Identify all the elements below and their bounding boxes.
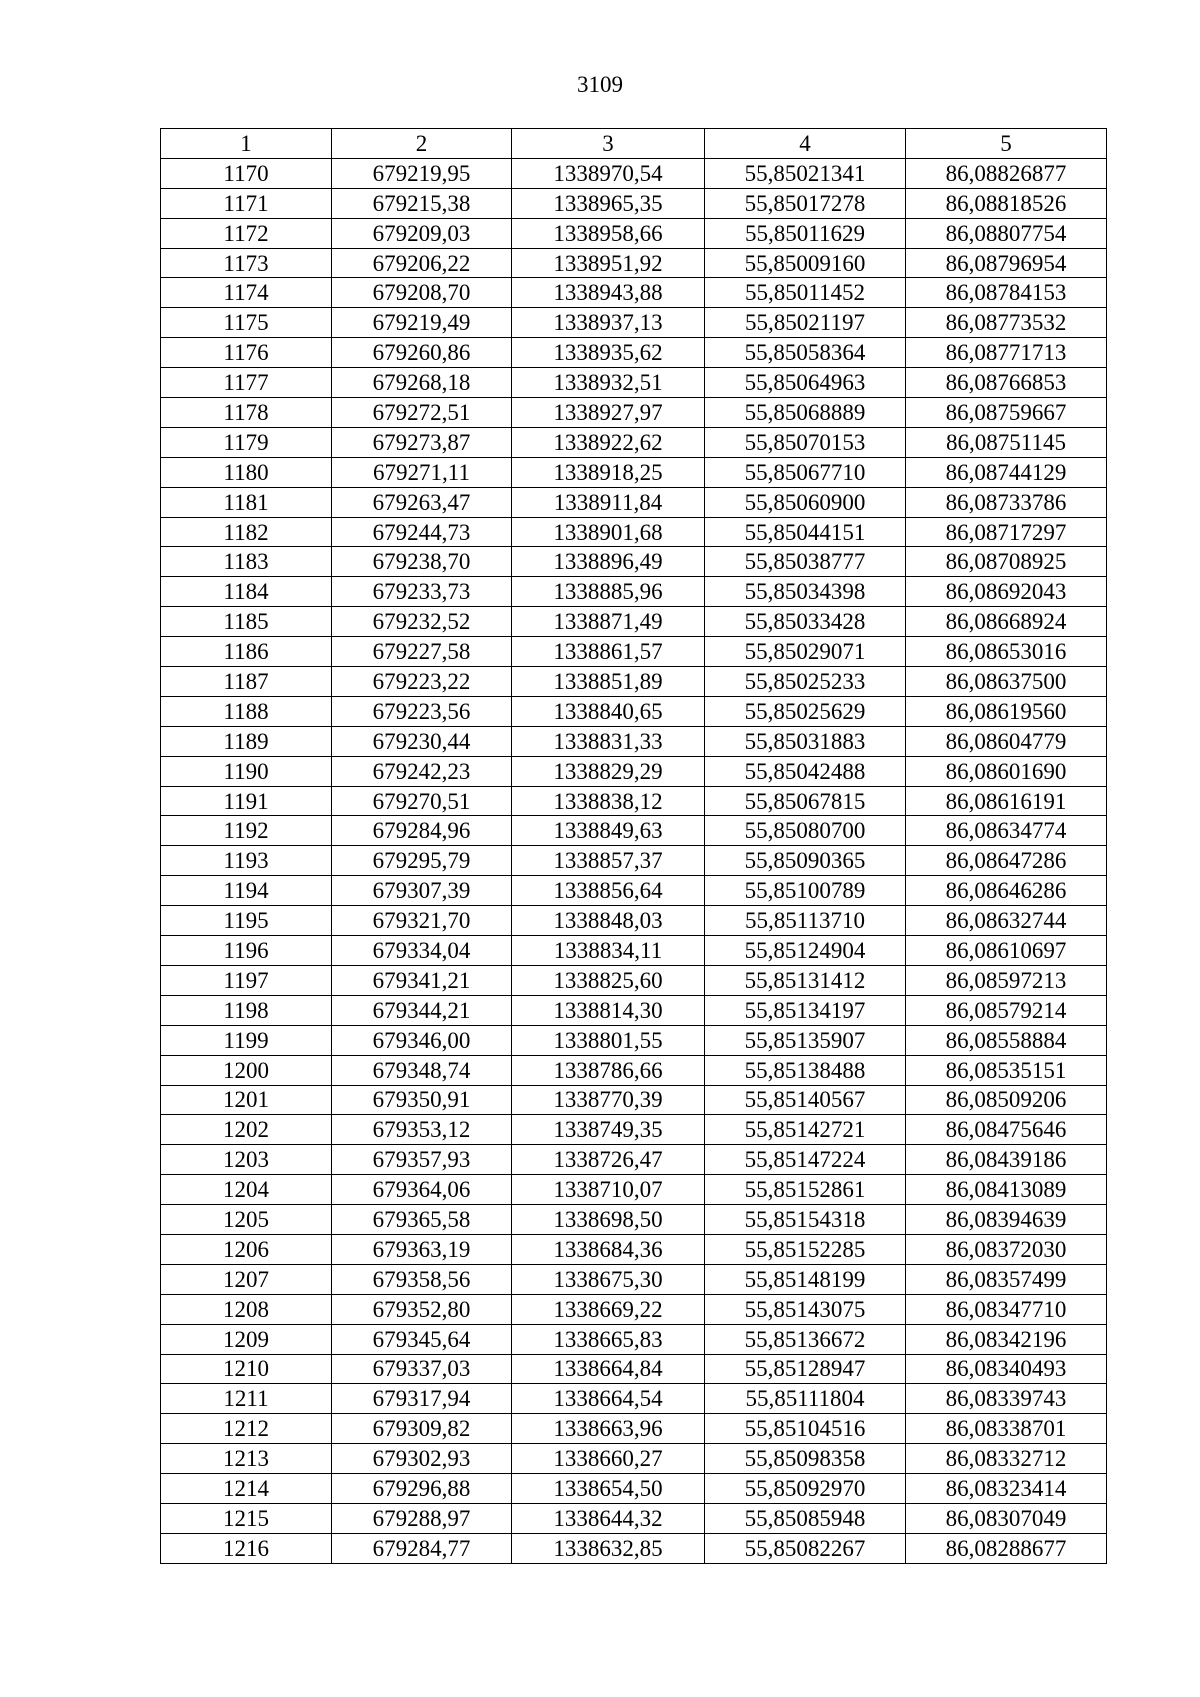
x-coordinate-cell: 679209,03 <box>332 218 512 248</box>
longitude-cell: 86,08759667 <box>906 398 1107 428</box>
x-coordinate-cell: 679363,19 <box>332 1234 512 1264</box>
latitude-cell: 55,85136672 <box>705 1324 906 1354</box>
latitude-cell: 55,85134197 <box>705 995 906 1025</box>
latitude-cell: 55,85025629 <box>705 696 906 726</box>
x-coordinate-cell: 679288,97 <box>332 1503 512 1533</box>
latitude-cell: 55,85148199 <box>705 1264 906 1294</box>
longitude-cell: 86,08323414 <box>906 1474 1107 1504</box>
x-coordinate-cell: 679227,58 <box>332 637 512 667</box>
longitude-cell: 86,08616191 <box>906 786 1107 816</box>
y-coordinate-cell: 1338831,33 <box>512 726 705 756</box>
x-coordinate-cell: 679238,70 <box>332 547 512 577</box>
longitude-cell: 86,08708925 <box>906 547 1107 577</box>
latitude-cell: 55,85029071 <box>705 637 906 667</box>
latitude-cell: 55,85104516 <box>705 1414 906 1444</box>
latitude-cell: 55,85031883 <box>705 726 906 756</box>
table-row <box>161 218 1107 248</box>
point-number-cell: 1211 <box>161 1384 332 1414</box>
table-row <box>161 1115 1107 1145</box>
y-coordinate-cell: 1338911,84 <box>512 487 705 517</box>
longitude-cell: 86,08653016 <box>906 637 1107 667</box>
longitude-cell: 86,08773532 <box>906 308 1107 338</box>
table-row <box>161 906 1107 936</box>
table-row <box>161 547 1107 577</box>
latitude-cell: 55,85140567 <box>705 1085 906 1115</box>
table-header-row <box>161 129 1107 159</box>
table-row <box>161 786 1107 816</box>
point-number-cell: 1203 <box>161 1145 332 1175</box>
table-row <box>161 1175 1107 1205</box>
y-coordinate-cell: 1338838,12 <box>512 786 705 816</box>
column-header-4: 4 <box>705 129 906 159</box>
point-number-cell: 1212 <box>161 1414 332 1444</box>
longitude-cell: 86,08601690 <box>906 756 1107 786</box>
longitude-cell: 86,08826877 <box>906 158 1107 188</box>
table-row <box>161 1444 1107 1474</box>
longitude-cell: 86,08288677 <box>906 1533 1107 1563</box>
longitude-cell: 86,08766853 <box>906 368 1107 398</box>
point-number-cell: 1199 <box>161 1025 332 1055</box>
longitude-cell: 86,08733786 <box>906 487 1107 517</box>
x-coordinate-cell: 679321,70 <box>332 906 512 936</box>
latitude-cell: 55,85038777 <box>705 547 906 577</box>
latitude-cell: 55,85090365 <box>705 846 906 876</box>
x-coordinate-cell: 679223,22 <box>332 667 512 697</box>
x-coordinate-cell: 679263,47 <box>332 487 512 517</box>
point-number-cell: 1182 <box>161 517 332 547</box>
x-coordinate-cell: 679219,95 <box>332 158 512 188</box>
y-coordinate-cell: 1338684,36 <box>512 1234 705 1264</box>
table-row <box>161 188 1107 218</box>
x-coordinate-cell: 679284,96 <box>332 816 512 846</box>
latitude-cell: 55,85042488 <box>705 756 906 786</box>
x-coordinate-cell: 679344,21 <box>332 995 512 1025</box>
y-coordinate-cell: 1338896,49 <box>512 547 705 577</box>
table-row <box>161 517 1107 547</box>
table-row <box>161 1384 1107 1414</box>
longitude-cell: 86,08597213 <box>906 965 1107 995</box>
table-row <box>161 1294 1107 1324</box>
table-row <box>161 876 1107 906</box>
point-number-cell: 1202 <box>161 1115 332 1145</box>
table-row <box>161 487 1107 517</box>
table-row <box>161 965 1107 995</box>
point-number-cell: 1174 <box>161 278 332 308</box>
table-row <box>161 1234 1107 1264</box>
y-coordinate-cell: 1338710,07 <box>512 1175 705 1205</box>
table-row <box>161 726 1107 756</box>
y-coordinate-cell: 1338840,65 <box>512 696 705 726</box>
latitude-cell: 55,85135907 <box>705 1025 906 1055</box>
latitude-cell: 55,85034398 <box>705 577 906 607</box>
y-coordinate-cell: 1338654,50 <box>512 1474 705 1504</box>
table-row <box>161 816 1107 846</box>
point-number-cell: 1185 <box>161 607 332 637</box>
y-coordinate-cell: 1338970,54 <box>512 158 705 188</box>
x-coordinate-cell: 679244,73 <box>332 517 512 547</box>
table-row <box>161 1145 1107 1175</box>
latitude-cell: 55,85111804 <box>705 1384 906 1414</box>
table-row <box>161 248 1107 278</box>
point-number-cell: 1208 <box>161 1294 332 1324</box>
y-coordinate-cell: 1338664,54 <box>512 1384 705 1414</box>
x-coordinate-cell: 679345,64 <box>332 1324 512 1354</box>
x-coordinate-cell: 679357,93 <box>332 1145 512 1175</box>
x-coordinate-cell: 679206,22 <box>332 248 512 278</box>
y-coordinate-cell: 1338786,66 <box>512 1055 705 1085</box>
coordinates-table <box>160 128 1107 1564</box>
y-coordinate-cell: 1338665,83 <box>512 1324 705 1354</box>
point-number-cell: 1184 <box>161 577 332 607</box>
y-coordinate-cell: 1338848,03 <box>512 906 705 936</box>
point-number-cell: 1215 <box>161 1503 332 1533</box>
column-header-2: 2 <box>332 129 512 159</box>
latitude-cell: 55,85085948 <box>705 1503 906 1533</box>
y-coordinate-cell: 1338965,35 <box>512 188 705 218</box>
y-coordinate-cell: 1338861,57 <box>512 637 705 667</box>
x-coordinate-cell: 679365,58 <box>332 1205 512 1235</box>
table-row <box>161 607 1107 637</box>
latitude-cell: 55,85100789 <box>705 876 906 906</box>
point-number-cell: 1186 <box>161 637 332 667</box>
x-coordinate-cell: 679271,11 <box>332 457 512 487</box>
x-coordinate-cell: 679358,56 <box>332 1264 512 1294</box>
y-coordinate-cell: 1338749,35 <box>512 1115 705 1145</box>
latitude-cell: 55,85113710 <box>705 906 906 936</box>
table-body <box>161 158 1107 1563</box>
x-coordinate-cell: 679353,12 <box>332 1115 512 1145</box>
latitude-cell: 55,85152861 <box>705 1175 906 1205</box>
y-coordinate-cell: 1338935,62 <box>512 338 705 368</box>
x-coordinate-cell: 679272,51 <box>332 398 512 428</box>
y-coordinate-cell: 1338871,49 <box>512 607 705 637</box>
y-coordinate-cell: 1338675,30 <box>512 1264 705 1294</box>
table-row <box>161 1205 1107 1235</box>
longitude-cell: 86,08332712 <box>906 1444 1107 1474</box>
x-coordinate-cell: 679364,06 <box>332 1175 512 1205</box>
table-row <box>161 995 1107 1025</box>
longitude-cell: 86,08342196 <box>906 1324 1107 1354</box>
point-number-cell: 1204 <box>161 1175 332 1205</box>
table-row <box>161 308 1107 338</box>
table-row <box>161 1264 1107 1294</box>
longitude-cell: 86,08692043 <box>906 577 1107 607</box>
latitude-cell: 55,85011452 <box>705 278 906 308</box>
point-number-cell: 1176 <box>161 338 332 368</box>
column-header-1: 1 <box>161 129 332 159</box>
x-coordinate-cell: 679242,23 <box>332 756 512 786</box>
x-coordinate-cell: 679215,38 <box>332 188 512 218</box>
point-number-cell: 1177 <box>161 368 332 398</box>
longitude-cell: 86,08413089 <box>906 1175 1107 1205</box>
longitude-cell: 86,08807754 <box>906 218 1107 248</box>
longitude-cell: 86,08632744 <box>906 906 1107 936</box>
longitude-cell: 86,08647286 <box>906 846 1107 876</box>
latitude-cell: 55,85060900 <box>705 487 906 517</box>
point-number-cell: 1197 <box>161 965 332 995</box>
point-number-cell: 1216 <box>161 1533 332 1563</box>
point-number-cell: 1180 <box>161 457 332 487</box>
point-number-cell: 1172 <box>161 218 332 248</box>
table-row <box>161 457 1107 487</box>
longitude-cell: 86,08619560 <box>906 696 1107 726</box>
table-row <box>161 1085 1107 1115</box>
latitude-cell: 55,85058364 <box>705 338 906 368</box>
longitude-cell: 86,08818526 <box>906 188 1107 218</box>
table-row <box>161 846 1107 876</box>
table-row <box>161 158 1107 188</box>
table-row <box>161 1025 1107 1055</box>
latitude-cell: 55,85152285 <box>705 1234 906 1264</box>
y-coordinate-cell: 1338922,62 <box>512 427 705 457</box>
x-coordinate-cell: 679341,21 <box>332 965 512 995</box>
table-row <box>161 1533 1107 1563</box>
point-number-cell: 1198 <box>161 995 332 1025</box>
longitude-cell: 86,08394639 <box>906 1205 1107 1235</box>
table-row <box>161 338 1107 368</box>
latitude-cell: 55,85064963 <box>705 368 906 398</box>
x-coordinate-cell: 679268,18 <box>332 368 512 398</box>
x-coordinate-cell: 679337,03 <box>332 1354 512 1384</box>
x-coordinate-cell: 679284,77 <box>332 1533 512 1563</box>
point-number-cell: 1187 <box>161 667 332 697</box>
point-number-cell: 1193 <box>161 846 332 876</box>
latitude-cell: 55,85143075 <box>705 1294 906 1324</box>
y-coordinate-cell: 1338829,29 <box>512 756 705 786</box>
longitude-cell: 86,08771713 <box>906 338 1107 368</box>
point-number-cell: 1210 <box>161 1354 332 1384</box>
x-coordinate-cell: 679270,51 <box>332 786 512 816</box>
point-number-cell: 1209 <box>161 1324 332 1354</box>
table-row <box>161 637 1107 667</box>
point-number-cell: 1178 <box>161 398 332 428</box>
point-number-cell: 1189 <box>161 726 332 756</box>
x-coordinate-cell: 679352,80 <box>332 1294 512 1324</box>
latitude-cell: 55,85092970 <box>705 1474 906 1504</box>
table-row <box>161 398 1107 428</box>
point-number-cell: 1171 <box>161 188 332 218</box>
point-number-cell: 1196 <box>161 936 332 966</box>
x-coordinate-cell: 679230,44 <box>332 726 512 756</box>
table-row <box>161 1354 1107 1384</box>
longitude-cell: 86,08634774 <box>906 816 1107 846</box>
column-header-3: 3 <box>512 129 705 159</box>
longitude-cell: 86,08558884 <box>906 1025 1107 1055</box>
latitude-cell: 55,85124904 <box>705 936 906 966</box>
latitude-cell: 55,85154318 <box>705 1205 906 1235</box>
x-coordinate-cell: 679309,82 <box>332 1414 512 1444</box>
x-coordinate-cell: 679346,00 <box>332 1025 512 1055</box>
x-coordinate-cell: 679307,39 <box>332 876 512 906</box>
point-number-cell: 1214 <box>161 1474 332 1504</box>
longitude-cell: 86,08509206 <box>906 1085 1107 1115</box>
table-row <box>161 1503 1107 1533</box>
table-row <box>161 756 1107 786</box>
point-number-cell: 1181 <box>161 487 332 517</box>
y-coordinate-cell: 1338856,64 <box>512 876 705 906</box>
longitude-cell: 86,08579214 <box>906 995 1107 1025</box>
y-coordinate-cell: 1338937,13 <box>512 308 705 338</box>
x-coordinate-cell: 679317,94 <box>332 1384 512 1414</box>
point-number-cell: 1200 <box>161 1055 332 1085</box>
point-number-cell: 1195 <box>161 906 332 936</box>
latitude-cell: 55,85142721 <box>705 1115 906 1145</box>
longitude-cell: 86,08751145 <box>906 427 1107 457</box>
x-coordinate-cell: 679233,73 <box>332 577 512 607</box>
longitude-cell: 86,08340493 <box>906 1354 1107 1384</box>
longitude-cell: 86,08610697 <box>906 936 1107 966</box>
latitude-cell: 55,85021197 <box>705 308 906 338</box>
y-coordinate-cell: 1338918,25 <box>512 457 705 487</box>
latitude-cell: 55,85068889 <box>705 398 906 428</box>
latitude-cell: 55,85021341 <box>705 158 906 188</box>
y-coordinate-cell: 1338698,50 <box>512 1205 705 1235</box>
longitude-cell: 86,08744129 <box>906 457 1107 487</box>
y-coordinate-cell: 1338801,55 <box>512 1025 705 1055</box>
longitude-cell: 86,08475646 <box>906 1115 1107 1145</box>
latitude-cell: 55,85070153 <box>705 427 906 457</box>
x-coordinate-cell: 679223,56 <box>332 696 512 726</box>
longitude-cell: 86,08796954 <box>906 248 1107 278</box>
longitude-cell: 86,08307049 <box>906 1503 1107 1533</box>
point-number-cell: 1183 <box>161 547 332 577</box>
point-number-cell: 1175 <box>161 308 332 338</box>
longitude-cell: 86,08668924 <box>906 607 1107 637</box>
point-number-cell: 1194 <box>161 876 332 906</box>
longitude-cell: 86,08784153 <box>906 278 1107 308</box>
point-number-cell: 1213 <box>161 1444 332 1474</box>
x-coordinate-cell: 679295,79 <box>332 846 512 876</box>
y-coordinate-cell: 1338663,96 <box>512 1414 705 1444</box>
y-coordinate-cell: 1338951,92 <box>512 248 705 278</box>
latitude-cell: 55,85080700 <box>705 816 906 846</box>
longitude-cell: 86,08372030 <box>906 1234 1107 1264</box>
longitude-cell: 86,08717297 <box>906 517 1107 547</box>
latitude-cell: 55,85131412 <box>705 965 906 995</box>
y-coordinate-cell: 1338834,11 <box>512 936 705 966</box>
point-number-cell: 1188 <box>161 696 332 726</box>
y-coordinate-cell: 1338726,47 <box>512 1145 705 1175</box>
x-coordinate-cell: 679348,74 <box>332 1055 512 1085</box>
latitude-cell: 55,85044151 <box>705 517 906 547</box>
x-coordinate-cell: 679296,88 <box>332 1474 512 1504</box>
x-coordinate-cell: 679219,49 <box>332 308 512 338</box>
point-number-cell: 1207 <box>161 1264 332 1294</box>
y-coordinate-cell: 1338927,97 <box>512 398 705 428</box>
y-coordinate-cell: 1338851,89 <box>512 667 705 697</box>
table-row <box>161 427 1107 457</box>
point-number-cell: 1201 <box>161 1085 332 1115</box>
y-coordinate-cell: 1338664,84 <box>512 1354 705 1384</box>
latitude-cell: 55,85147224 <box>705 1145 906 1175</box>
latitude-cell: 55,85138488 <box>705 1055 906 1085</box>
table-row <box>161 1055 1107 1085</box>
y-coordinate-cell: 1338849,63 <box>512 816 705 846</box>
table-row <box>161 1324 1107 1354</box>
y-coordinate-cell: 1338644,32 <box>512 1503 705 1533</box>
longitude-cell: 86,08604779 <box>906 726 1107 756</box>
latitude-cell: 55,85033428 <box>705 607 906 637</box>
y-coordinate-cell: 1338943,88 <box>512 278 705 308</box>
point-number-cell: 1206 <box>161 1234 332 1264</box>
x-coordinate-cell: 679260,86 <box>332 338 512 368</box>
longitude-cell: 86,08338701 <box>906 1414 1107 1444</box>
latitude-cell: 55,85025233 <box>705 667 906 697</box>
point-number-cell: 1179 <box>161 427 332 457</box>
y-coordinate-cell: 1338770,39 <box>512 1085 705 1115</box>
latitude-cell: 55,85082267 <box>705 1533 906 1563</box>
table-row <box>161 936 1107 966</box>
y-coordinate-cell: 1338669,22 <box>512 1294 705 1324</box>
longitude-cell: 86,08357499 <box>906 1264 1107 1294</box>
latitude-cell: 55,85067710 <box>705 457 906 487</box>
y-coordinate-cell: 1338632,85 <box>512 1533 705 1563</box>
y-coordinate-cell: 1338885,96 <box>512 577 705 607</box>
longitude-cell: 86,08339743 <box>906 1384 1107 1414</box>
point-number-cell: 1191 <box>161 786 332 816</box>
latitude-cell: 55,85011629 <box>705 218 906 248</box>
y-coordinate-cell: 1338660,27 <box>512 1444 705 1474</box>
column-header-5: 5 <box>906 129 1107 159</box>
longitude-cell: 86,08439186 <box>906 1145 1107 1175</box>
point-number-cell: 1192 <box>161 816 332 846</box>
table-row <box>161 577 1107 607</box>
y-coordinate-cell: 1338857,37 <box>512 846 705 876</box>
table-row <box>161 667 1107 697</box>
table-row <box>161 1414 1107 1444</box>
table-row <box>161 696 1107 726</box>
y-coordinate-cell: 1338825,60 <box>512 965 705 995</box>
y-coordinate-cell: 1338901,68 <box>512 517 705 547</box>
x-coordinate-cell: 679232,52 <box>332 607 512 637</box>
y-coordinate-cell: 1338814,30 <box>512 995 705 1025</box>
latitude-cell: 55,85128947 <box>705 1354 906 1384</box>
page-number: 3109 <box>577 72 623 97</box>
latitude-cell: 55,85098358 <box>705 1444 906 1474</box>
table-row <box>161 278 1107 308</box>
point-number-cell: 1170 <box>161 158 332 188</box>
latitude-cell: 55,85017278 <box>705 188 906 218</box>
longitude-cell: 86,08646286 <box>906 876 1107 906</box>
x-coordinate-cell: 679208,70 <box>332 278 512 308</box>
x-coordinate-cell: 679302,93 <box>332 1444 512 1474</box>
point-number-cell: 1173 <box>161 248 332 278</box>
point-number-cell: 1190 <box>161 756 332 786</box>
longitude-cell: 86,08347710 <box>906 1294 1107 1324</box>
longitude-cell: 86,08535151 <box>906 1055 1107 1085</box>
table-row <box>161 1474 1107 1504</box>
y-coordinate-cell: 1338958,66 <box>512 218 705 248</box>
y-coordinate-cell: 1338932,51 <box>512 368 705 398</box>
table-row <box>161 368 1107 398</box>
point-number-cell: 1205 <box>161 1205 332 1235</box>
x-coordinate-cell: 679350,91 <box>332 1085 512 1115</box>
x-coordinate-cell: 679334,04 <box>332 936 512 966</box>
latitude-cell: 55,85067815 <box>705 786 906 816</box>
x-coordinate-cell: 679273,87 <box>332 427 512 457</box>
longitude-cell: 86,08637500 <box>906 667 1107 697</box>
latitude-cell: 55,85009160 <box>705 248 906 278</box>
